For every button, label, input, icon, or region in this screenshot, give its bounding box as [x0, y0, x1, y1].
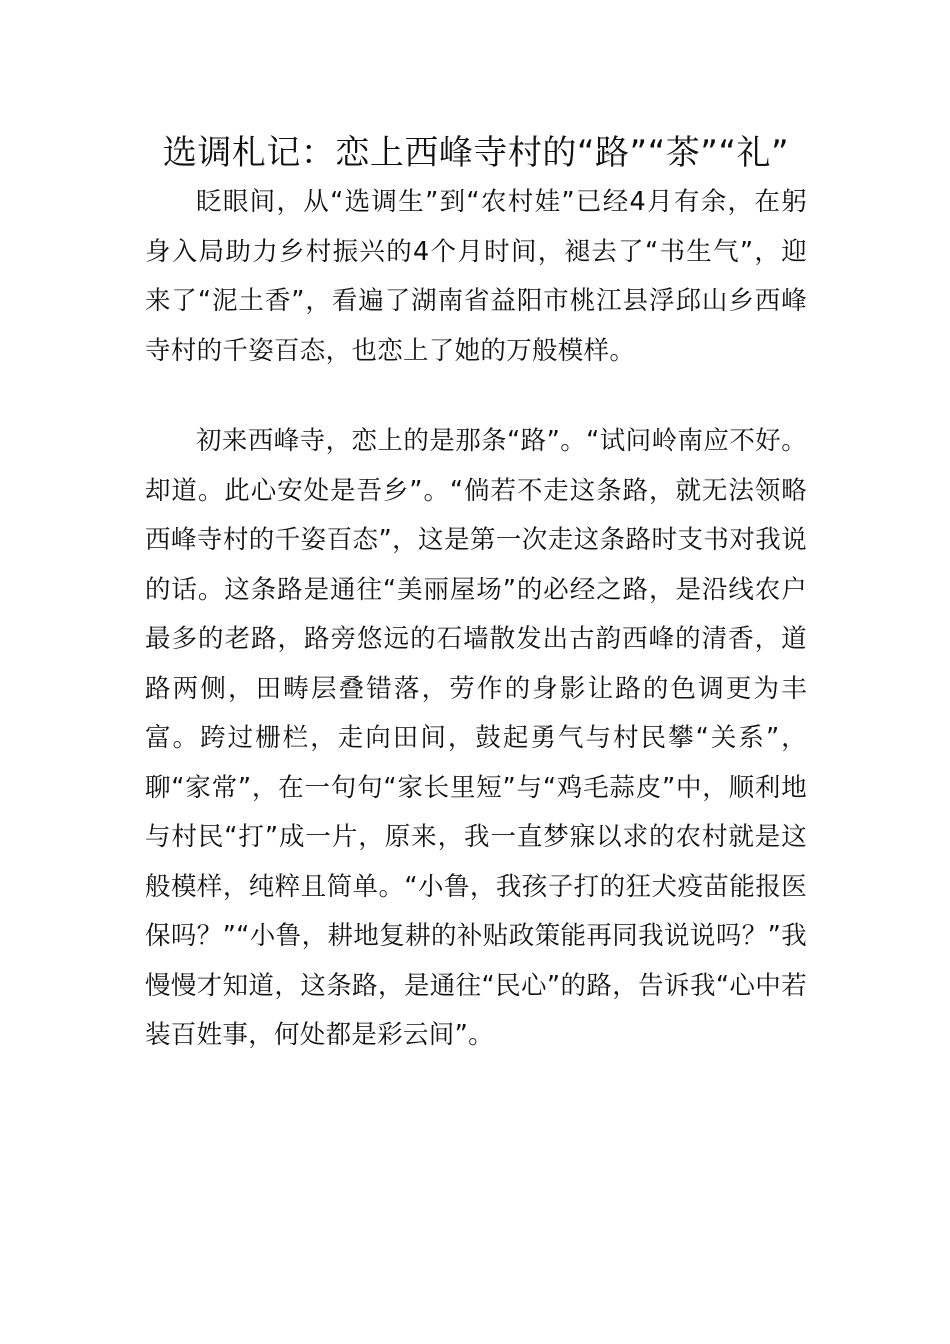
document-title: 选调札记：恋上西峰寺村的“路”“茶”“礼” — [162, 133, 790, 173]
paragraph-road: 初来西峰寺，恋上的是那条“路”。“试问岭南应不好。却道。此心安处是吾乡”。“倘若不走这条路，就无法领略西峰寺村的千姿百态”，这是第一次走这条路时支书对我说的话。这条路是通往“美丽屋场”的必经之路，是沿线农户最多的老路，路旁悠远的石墙散发出古韵西峰的清香，道路两侧，田畴层叠错落，劳作的身影让路的色调更为丰富。跨过栅栏，走向田间，鼓起勇气与村民攀“关系”，聊“家常”，在一句句“家长里短”与“鸡毛蒜皮”中，顺利地与村民“打”成一片，原来，我一直梦寐以求的农村就是这般模样，纯粹且简单。“小鲁，我孩子打的狂犬疫苗能报医保吗？”“小鲁，耕地复耕的补贴政策能再同我说说吗？”我慢慢才知道，这条路，是通往“民心”的路，告诉我“心中若装百姓事，何处都是彩云间”。 — [145, 426, 807, 1050]
document-page — [145, 128, 807, 1061]
paragraph-intro: 眨眼间，从“选调生”到“农村娃”已经4月有余，在躬身入局助力乡村振兴的4个月时间，褪去了“书生气”，迎来了“泥土香”，看遍了湖南省益阳市桃江县浮邱山乡西峰寺村的千姿百态，也恋上了她的万般模样。 — [145, 187, 807, 366]
